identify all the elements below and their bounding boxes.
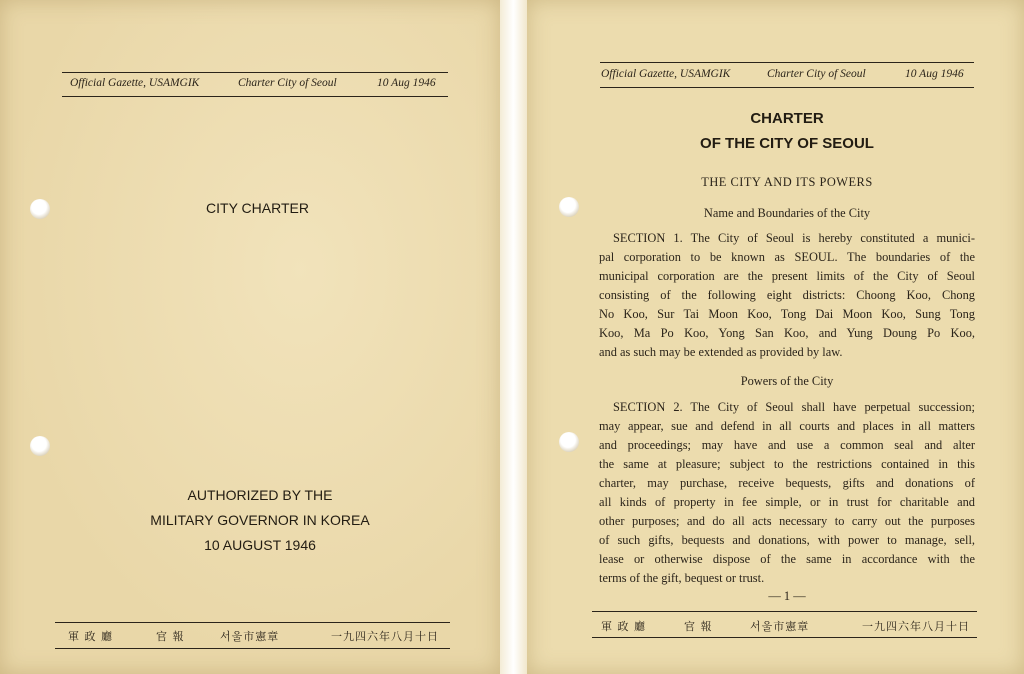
section2-heading: Powers of the City — [740, 374, 834, 388]
header-charter: Charter City of Seoul — [767, 68, 866, 80]
footer-mid1: 官 報 — [156, 630, 185, 643]
page-title: CITY CHARTER — [206, 200, 309, 216]
right-page — [527, 0, 1024, 674]
section1-body — [599, 229, 975, 362]
text-line: pal corporation to be known as SEOUL. The boundaries of the — [599, 250, 975, 264]
text-line: consisting of the following eight districts: Choong Koo, Chong — [599, 288, 975, 302]
page-number: — 1 — — [768, 589, 806, 603]
text-line: and proceedings; may have and use a common seal and alter — [599, 438, 975, 452]
footer-right: 一九四六年八月十日 — [862, 620, 970, 633]
footer-right: 一九四六年八月十日 — [331, 630, 439, 643]
punch-hole-bottom — [559, 432, 579, 452]
text-line: of such gifts, bequests and donations, with power to manage, sell, — [599, 533, 975, 547]
authorized-line: 10 AUGUST 1946 — [204, 537, 316, 553]
authorized-line: AUTHORIZED BY THE — [187, 487, 333, 503]
header-rule-top — [62, 72, 448, 73]
header-rule-bottom — [62, 96, 448, 97]
text-line: SECTION 1. The City of Seoul is hereby constituted a munici- — [613, 231, 975, 245]
header-date: 10 Aug 1946 — [905, 68, 964, 80]
text-line: SECTION 2. The City of Seoul shall have perpetual succession; — [613, 400, 975, 414]
text-line: may appear, sue and defend in all courts and places in all matters — [599, 419, 975, 433]
footer-left: 軍 政 廳 — [601, 620, 646, 633]
header-gazette: Official Gazette, USAMGIK — [601, 68, 731, 80]
footer-rule-top — [592, 611, 977, 612]
text-line: charter, may purchase, receive bequests, gifts and donations of — [599, 476, 975, 490]
section1-heading: Name and Boundaries of the City — [703, 206, 871, 220]
footer-rule-bottom — [55, 648, 450, 649]
footer-left: 軍 政 廳 — [68, 630, 113, 643]
title-line-1: CHARTER — [750, 110, 824, 127]
authorized-line: MILITARY GOVERNOR IN KOREA — [150, 512, 370, 528]
footer-mid1: 官 報 — [684, 620, 713, 633]
text-line: the same at pleasure; subject to the restrictions contained in this — [599, 457, 975, 471]
punch-hole-top — [30, 199, 50, 219]
footer-mid2: 서울市憲章 — [750, 620, 810, 633]
text-line: municipal corporation are the present limits of the City of Seoul — [599, 269, 975, 283]
footer-rule-top — [55, 622, 450, 623]
text-line: other purposes; and do all acts necessary to carry out the purposes — [599, 514, 975, 528]
punch-hole-top — [559, 197, 579, 217]
text-line: terms of the gift, bequest or trust. — [599, 571, 765, 585]
header-rule-top — [600, 62, 974, 63]
text-line: and as such may be extended as provided by law. — [599, 345, 843, 359]
header-charter: Charter City of Seoul — [238, 77, 337, 89]
text-line: Koo, Ma Po Koo, Yong San Koo, and Yung Doung Po Koo, — [599, 326, 975, 340]
text-line: lease or otherwise dispose of the same in accordance with the — [599, 552, 975, 566]
header-date: 10 Aug 1946 — [377, 77, 436, 89]
footer-rule-bottom — [592, 637, 977, 638]
left-page — [0, 0, 500, 674]
header-gazette: Official Gazette, USAMGIK — [70, 77, 200, 89]
section2-body — [599, 398, 975, 588]
title-line-2: OF THE CITY OF SEOUL — [700, 135, 874, 152]
punch-hole-bottom — [30, 436, 50, 456]
section-subtitle: THE CITY AND ITS POWERS — [701, 175, 873, 189]
text-line: all kinds of property in fee simple, or in trust for charitable and — [599, 495, 975, 509]
footer-mid2: 서울市憲章 — [220, 630, 280, 643]
text-line: No Koo, Sur Tai Moon Koo, Tong Dai Moon Koo, Sung Tong — [599, 307, 975, 321]
header-rule-bottom — [600, 87, 974, 88]
page-gutter — [500, 0, 527, 674]
